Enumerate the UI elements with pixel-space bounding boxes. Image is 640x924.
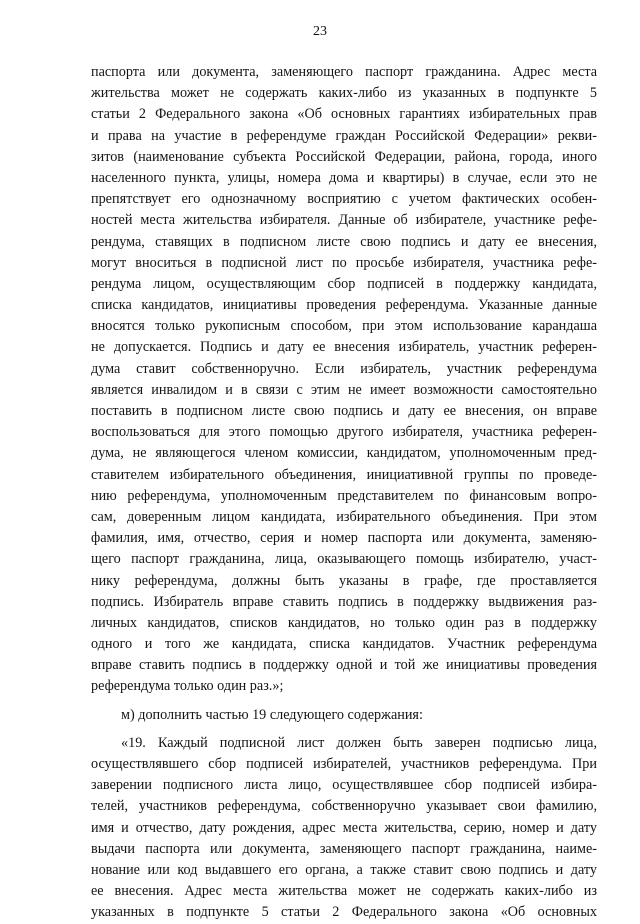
text-line: референдума только один раз.»;: [91, 678, 284, 695]
text-line: «19. Каждый подписной лист должен быть заверен подписью лица,: [121, 734, 597, 751]
text-line: поставить в подписном листе свою подпись и дату ее внесения, он вправе: [91, 403, 597, 419]
text-line: списка кандидатов, инициативы проведения референдума. Указанные данные: [91, 297, 597, 314]
text-line: нию референдума, уполномоченным представителем по финансовым вопро-: [91, 487, 597, 504]
text-line: населенного пункта, улицы, номера дома и квартиры) в случае, если это не: [91, 169, 597, 186]
text-line: осуществлявшего сбор подписей избирателей, участников референдума. При: [91, 756, 597, 772]
text-line: дума, не являющегося членом комиссии, кандидатом, уполномоченным пред-: [91, 445, 597, 462]
text-line: выдачи паспорта или документа, заменяющего паспорт гражданина, наиме-: [91, 840, 597, 857]
text-line: паспорта или документа, заменяющего паспорт гражданина. Адрес места: [91, 64, 597, 80]
text-line: зитов (наименование субъекта Российской Федерации, района, города, иного: [91, 148, 597, 165]
text-line: дума ставит собственноручно. Если избиратель, участник референдума: [91, 360, 597, 377]
text-line: ностей места жительства избирателя. Данные об избирателе, участнике рефе-: [91, 212, 597, 229]
text-line: сам, доверенным лицом кандидата, избирательного объединения. При этом: [91, 508, 597, 525]
paragraph-amendment-m: [91, 705, 597, 726]
text-line: и права на участие в референдуме граждан Российской Федерации» рекви-: [91, 127, 597, 144]
text-line: рендума, ставящих в подписном листе свою подпись и дату ее внесения,: [91, 233, 597, 250]
text-line: жительства может не содержать каких-либо из указанных в подпункте 5: [91, 85, 597, 102]
text-line: нику референдума, должны быть указаны в графе, где проставляется: [91, 572, 597, 589]
text-line: телей, участников референдума, собственноручно указывает свои фамилию,: [91, 798, 597, 815]
text-line: вправе ставить подпись в поддержку одной и той же инициативы проведения: [91, 657, 597, 674]
document-body: [91, 62, 597, 924]
text-line: подпись. Избиратель вправе ставить подпись в поддержку выдвижения раз-: [91, 593, 597, 610]
text-line: рендума лицом, осуществляющим сбор подписей в поддержку кандидата,: [91, 275, 597, 292]
text-line: является инвалидом и в связи с этим не имеет возможности самостоятельно: [91, 381, 597, 398]
paragraph-part-19: [91, 733, 597, 924]
text-line: воспользоваться для этого помощью другого избирателя, участника референ-: [91, 424, 597, 441]
text-line: нование или код выдавшего его органа, а также ставит свою подпись и дату: [91, 861, 597, 878]
text-line: не допускается. Подпись и дату ее внесения избиратель, участник референ-: [91, 339, 597, 356]
page-number: 23: [313, 24, 327, 39]
text-line: фамилия, имя, отчество, серия и номер паспорта или документа, заменяю-: [91, 530, 597, 547]
text-line: ее внесения. Адрес места жительства может не содержать каких-либо из: [91, 883, 597, 900]
text-line: статьи 2 Федерального закона «Об основных гарантиях избирательных прав: [91, 106, 597, 123]
text-line: препятствует его однозначному восприятию с учетом фактических особен-: [91, 191, 597, 208]
text-line: щего паспорт гражданина, лица, оказывающего помощь избирателю, участ-: [91, 551, 597, 568]
paragraph-continuation: [91, 62, 597, 698]
text-line: м) дополнить частью 19 следующего содержания:: [121, 706, 423, 723]
text-line: ставителем избирательного объединения, инициативной группы по проведе-: [91, 466, 597, 483]
text-line: указанных в подпункте 5 статьи 2 Федерального закона «Об основных: [91, 904, 597, 921]
text-line: личных кандидатов, списков кандидатов, но только один раз в поддержку: [91, 614, 597, 631]
text-line: вносятся только рукописным способом, при этом использование карандаша: [91, 318, 597, 335]
text-line: заверении подписного листа лицо, осуществлявшее сбор подписей избира-: [91, 777, 597, 794]
text-line: могут вноситься в подписной лист по просьбе избирателя, участника рефе-: [91, 254, 597, 271]
text-line: имя и отчество, дату рождения, адрес места жительства, серию, номер и дату: [91, 819, 597, 836]
text-line: одного и того же кандидата, списка кандидатов. Участник референдума: [91, 636, 597, 653]
